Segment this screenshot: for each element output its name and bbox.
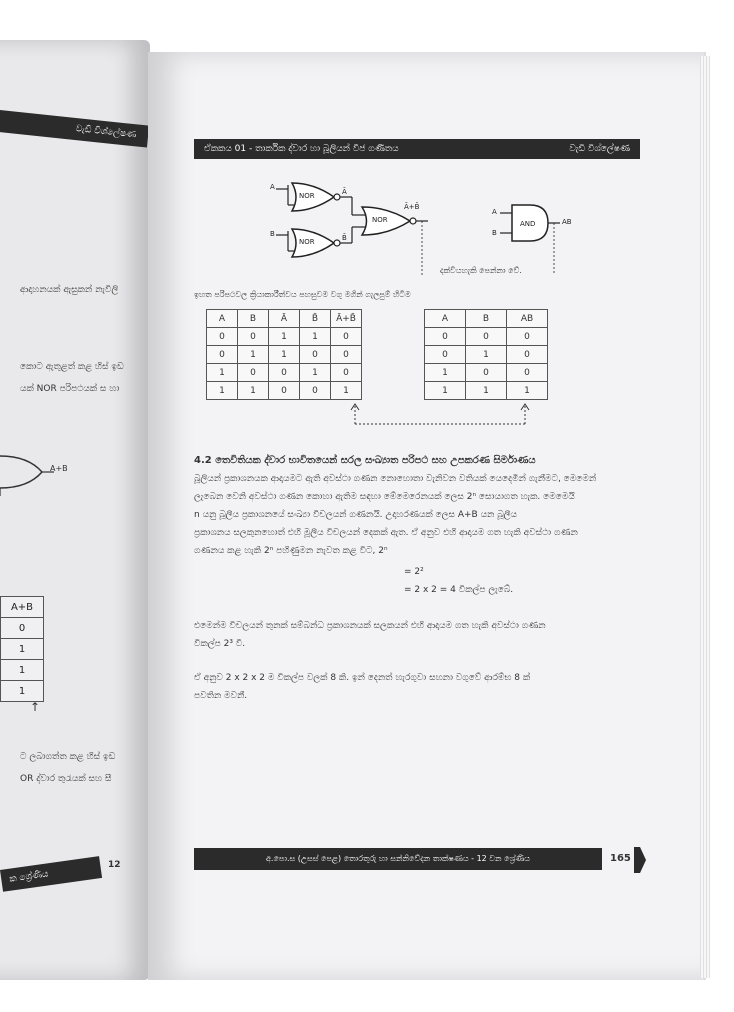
left-page (0, 40, 150, 980)
left-footer-label: ක ශ්‍රේණිය (8, 869, 50, 885)
table-cell: 0 (466, 364, 507, 382)
table-header: Ā+B̄ (331, 310, 362, 328)
nor2-output-label: B̄ (342, 234, 347, 242)
table-cell: 1 (269, 328, 300, 346)
and-output-label: AB (562, 218, 572, 226)
table-cell: 0 (425, 346, 466, 364)
nor2-label: NOR (299, 238, 315, 246)
table-cell: 1 (507, 382, 548, 400)
table-connector-arrows (343, 402, 543, 428)
table-cell: 1 (466, 382, 507, 400)
left-table-cell: 0 (1, 618, 44, 639)
right-page (148, 52, 704, 980)
table-cell: 0 (207, 328, 238, 346)
table-cell: 0 (507, 346, 548, 364)
left-arrow-up-icon: ↑ (30, 700, 41, 714)
table-cell: 1 (425, 382, 466, 400)
left-gate-output-label: A+B (50, 464, 68, 473)
table-cell: 0 (207, 346, 238, 364)
left-text-4: ට ලබාගත්ත කළ හිස් ඉඩ (20, 752, 116, 762)
table-header: AB (507, 310, 548, 328)
and-truth-table (424, 309, 548, 400)
right-page-number: 165 (610, 853, 631, 864)
tables-caption: ඉහත පරිපථවල ක්‍රියාකාරීත්වය පහසුවම වගු මගින් ගැලපුම් හිටිම (194, 290, 411, 299)
table-cell: 1 (269, 346, 300, 364)
nor-truth-table (206, 309, 362, 400)
input-b-label: B (270, 230, 275, 238)
table-header: B (238, 310, 269, 328)
nor1-output-label: Ā (342, 188, 347, 196)
table-cell: 1 (466, 346, 507, 364)
input-a-label: A (270, 183, 275, 191)
table-cell: 1 (207, 364, 238, 382)
equation-1: = 2² (404, 567, 424, 577)
table-cell: 0 (269, 382, 300, 400)
paragraph-1-line: ප්‍රකාශනය සලකුනහොත් එහි මූලීය විචලයන් දෙකක් ඇත. ඒ අනුව එහි ආදායම ගත හැකි අවස්ථා ගණන (194, 528, 578, 538)
table-header: A (207, 310, 238, 328)
left-text-1: ආදාහනයක් ඇසුකන් නැවිලි (20, 285, 119, 295)
paragraph-3-line: පවතින මවනී. (194, 691, 248, 701)
left-or-gate-diagram (0, 444, 150, 504)
left-header-label: වැඩි විශ්ලේෂණ (75, 124, 137, 141)
table-cell: 0 (269, 364, 300, 382)
and-label: AND (520, 220, 536, 228)
equation-2: = 2 x 2 = 4 විකල්ප ලැබේ. (404, 585, 514, 595)
table-cell: 1 (425, 364, 466, 382)
table-cell: 1 (238, 382, 269, 400)
paragraph-1-line: n යනු බූලීය ප්‍රකාශනයේ සංඛ්‍යා විචලයන් ගණනයි. උදාහරණයක් ලෙස A+B යන බූලීය (194, 510, 517, 520)
table-cell: 1 (331, 382, 362, 400)
paragraph-2-line: විකල්ප 2³ වී. (194, 639, 246, 649)
left-table-cell: 1 (1, 639, 44, 660)
paragraph-1-line: ගණනය කළ හැකි 2ⁿ පහිණුමන නැවත කළ විට, 2ⁿ (194, 546, 388, 556)
right-footer-text: අ.පො.ස (උසස් පෙළ) තොරතුරු හා සන්නිවේදන තාක්ෂණය - 12 වන ශ්‍රේණිය (265, 854, 530, 863)
left-page-number: 12 (108, 860, 121, 870)
nor1-label: NOR (299, 192, 315, 200)
left-text-5: OR ද්වාර තුරැයක් සහ සී (20, 774, 112, 784)
and-input-a-label: A (492, 208, 497, 216)
right-footer-bar (194, 848, 602, 870)
table-cell: 1 (207, 382, 238, 400)
nor3-output-label: Ā+B̄ (404, 203, 420, 211)
paragraph-3-line: ඒ අනුව 2 x 2 x 2 ම විකල්ප වලක් 8 කි. ඉන් දෙනත් හැරගුවා සහනා වගුවේ ආරම්භ 8 ක් (194, 673, 531, 683)
table-cell: 0 (425, 328, 466, 346)
left-table-header: A+B (1, 597, 44, 618)
table-header: A (425, 310, 466, 328)
table-cell: 0 (300, 382, 331, 400)
circuit-caption: දක්වියහැකි පෙන්නා වේ. (440, 266, 522, 275)
table-cell: 0 (507, 364, 548, 382)
table-cell: 0 (300, 346, 331, 364)
table-header: B̄ (300, 310, 331, 328)
paragraph-2-line: එමෙන්ම විචලයන් තුනක් සම්බන්ධ ප්‍රකාශනයක් සලකයන් එහි ආදායම ගත හැකි අවස්ථා ගණන (194, 621, 546, 631)
table-cell: 0 (466, 328, 507, 346)
paragraph-1-line: බූලියන් ප්‍රකාශනයක ආදායමට ඇති අවස්ථා ගණන නොහොතා වැනිවන වතියක් යෙදෙමින් ගැනීමට, මෙමෙන් (194, 474, 597, 484)
table-cell: 1 (300, 364, 331, 382)
right-header-title: ඒකකය 01 - තාර්කික ද්වාර හා බූලියන් වීජ ගණිතය (204, 144, 399, 154)
table-header: B (466, 310, 507, 328)
table-cell: 1 (300, 328, 331, 346)
table-cell: 0 (238, 328, 269, 346)
and-input-b-label: B (492, 229, 497, 237)
left-table-cell: 1 (1, 681, 44, 702)
left-table-cell: 1 (1, 660, 44, 681)
table-cell: 0 (238, 364, 269, 382)
left-text-2: කොට ඇතුළත් කළ හිස් ඉඩ (20, 362, 124, 372)
right-header-bar (194, 139, 640, 159)
left-text-3: යක් NOR පරිපථයක් ස හා (20, 384, 120, 394)
table-cell: 1 (238, 346, 269, 364)
table-cell: 0 (331, 328, 362, 346)
left-footer-bar (0, 856, 102, 892)
table-cell: 0 (331, 364, 362, 382)
left-truth-table (0, 596, 44, 702)
nor3-label: NOR (372, 216, 388, 224)
right-header-right-label: වැඩි විශ්ලේෂණ (569, 144, 630, 154)
paragraph-1-line: ලැබෙන වෙනි අවස්ථා ගණන කොහා ඇතිම සඳහා මේමෙරෙනයක් ලෙස 2ⁿ සොයාගත හැක. මෙමෙයි (194, 492, 575, 502)
table-header: Ā (269, 310, 300, 328)
page-tab-arrow-icon (634, 847, 646, 873)
table-cell: 0 (331, 346, 362, 364)
section-heading: 4.2 තෙවිතියක ද්වාර භාවිතයෙන් සරල සංඛ්‍යාත පරිපථ සහ උපකරණ සිර්මාණය (194, 455, 536, 466)
page-edge (700, 56, 710, 978)
table-cell: 0 (507, 328, 548, 346)
left-header-bar (0, 110, 149, 148)
